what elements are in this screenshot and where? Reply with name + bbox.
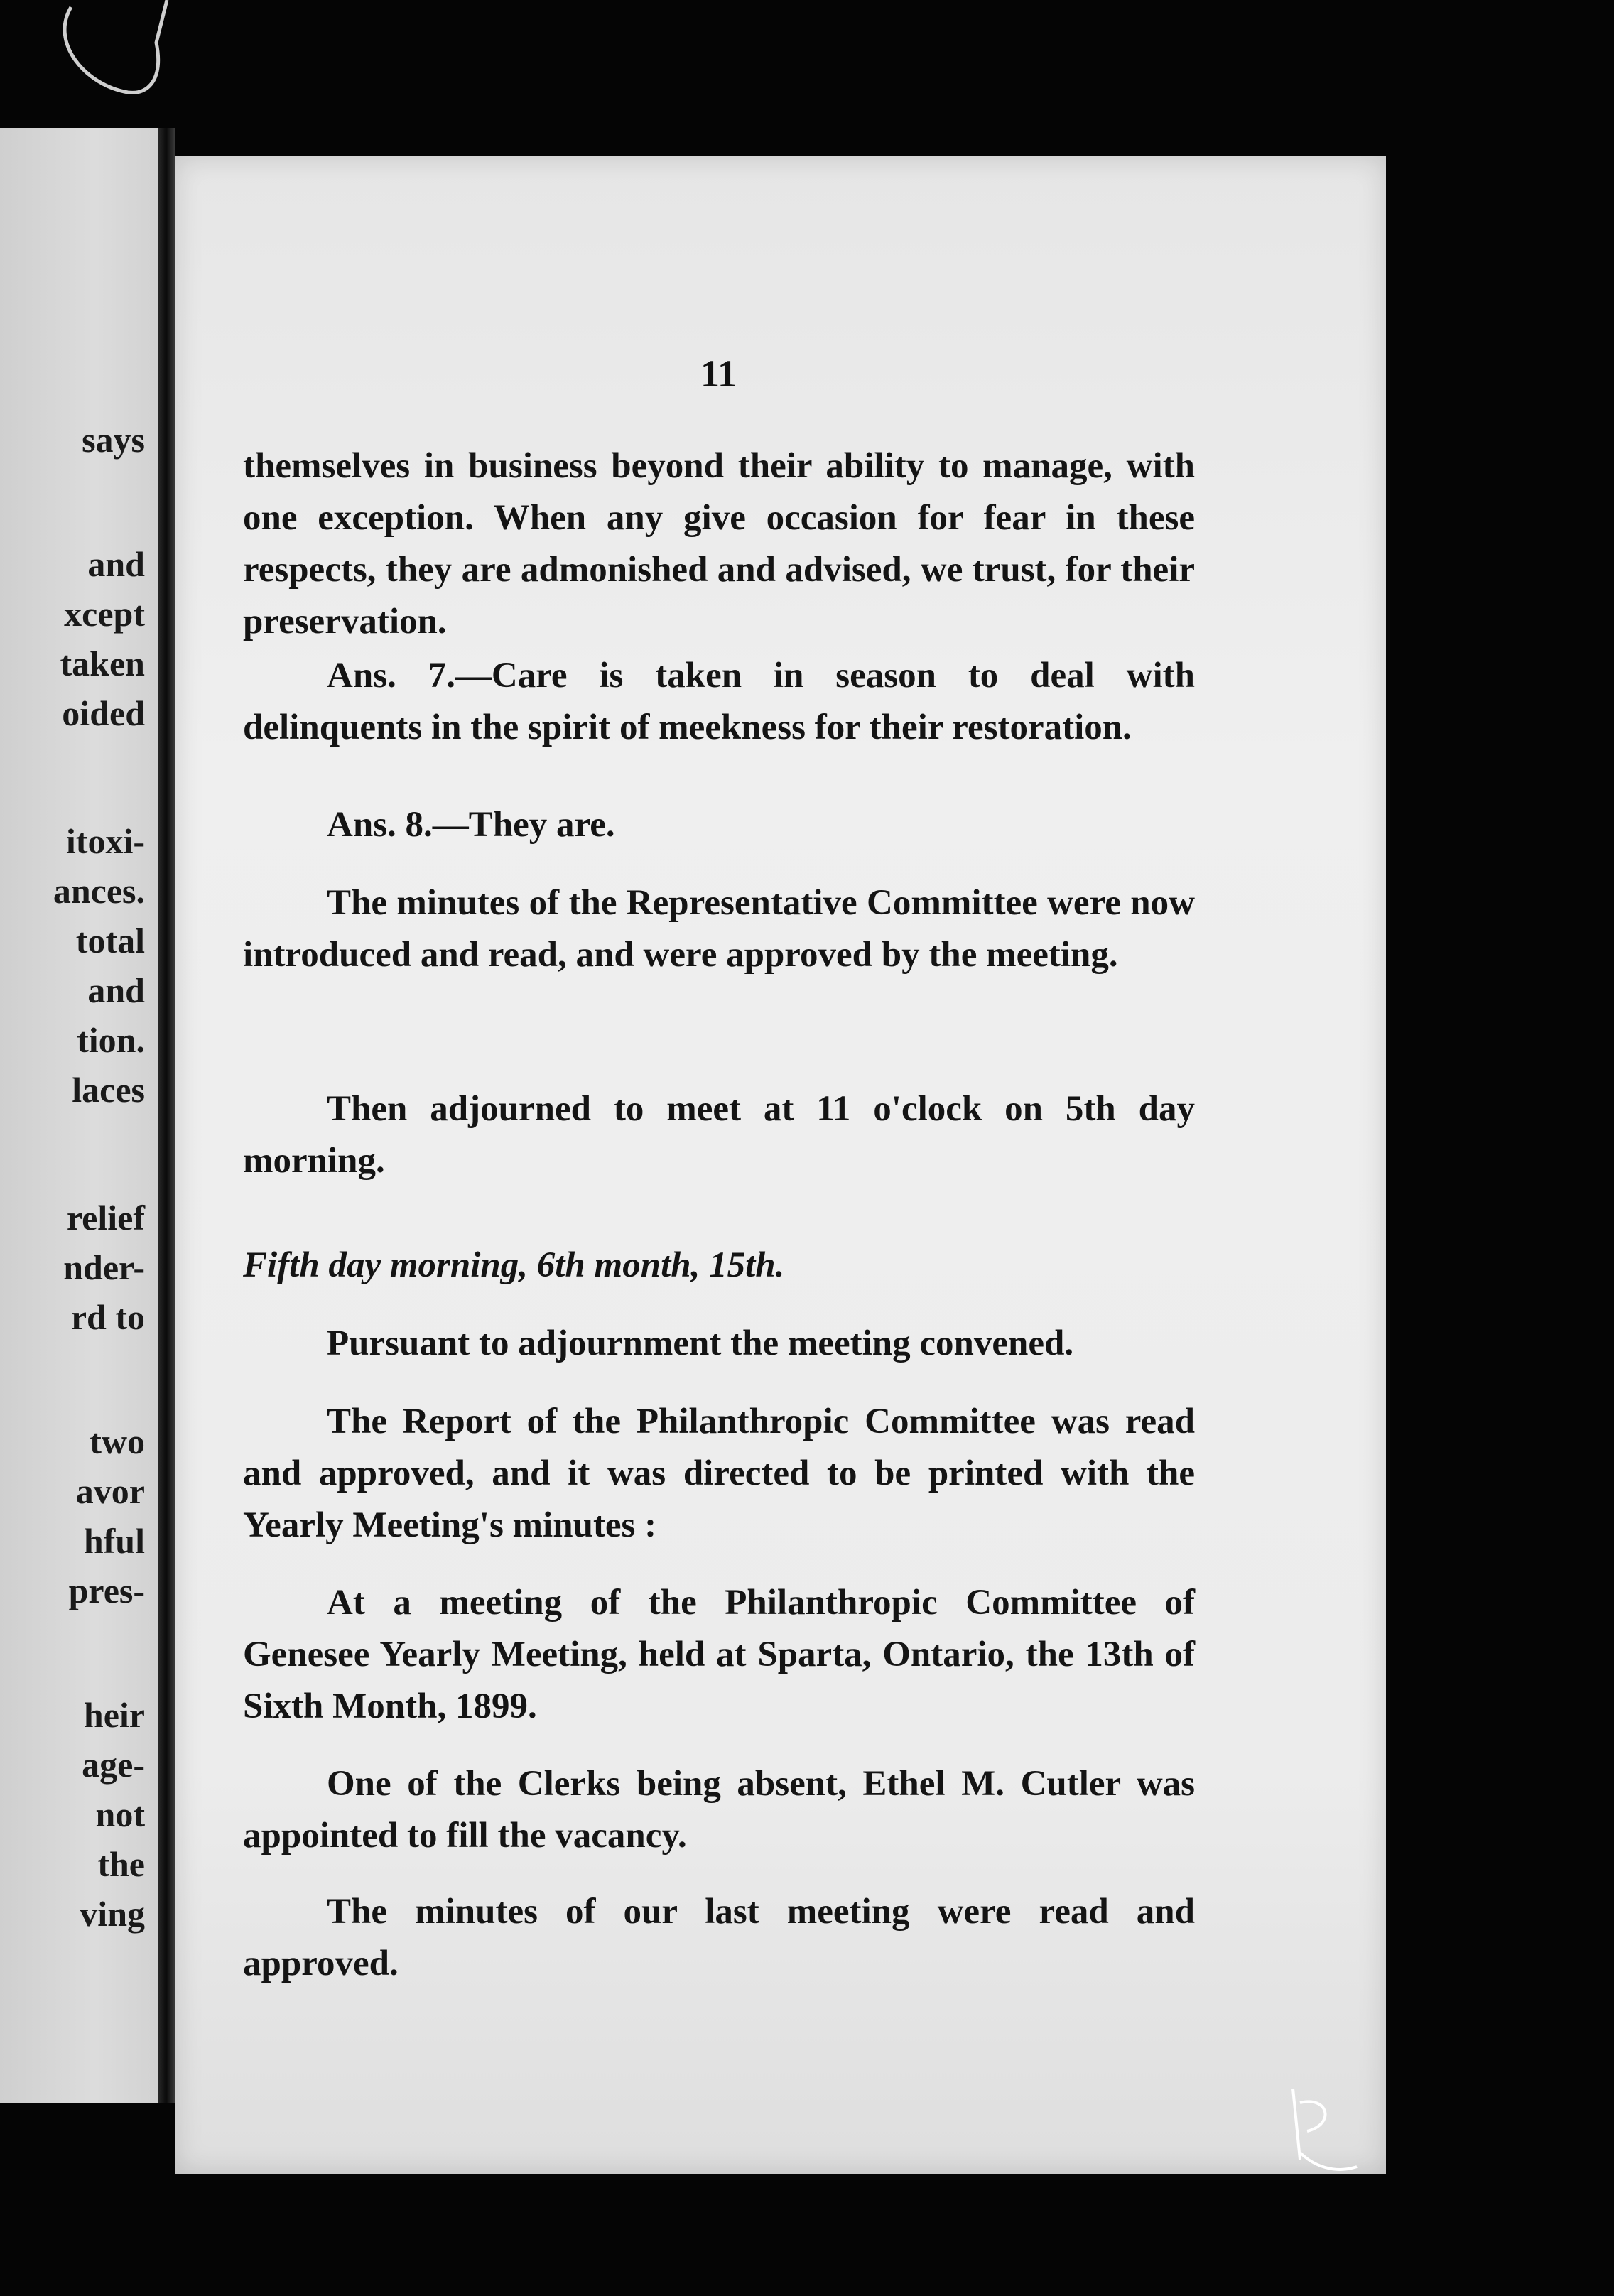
left-page-fragment: relief [66, 1198, 145, 1238]
paragraph [243, 877, 1195, 981]
left-page-fragment: oided [62, 693, 145, 733]
paragraph [243, 440, 1195, 648]
left-page-fragment: laces [72, 1070, 145, 1110]
paragraph-text: Ans. 7.—Care is taken in season to deal with delinquents in the spirit of meekness for their restoration. [243, 656, 1195, 747]
paragraph-text: Pursuant to adjournment the meeting convened. [327, 1323, 1074, 1363]
section-heading [243, 1240, 1195, 1292]
left-page-fragment: not [95, 1794, 145, 1834]
left-page-fragment: the [97, 1844, 145, 1884]
left-page-fragment: age- [82, 1745, 145, 1785]
paragraph [243, 650, 1195, 754]
paragraph-text: The minutes of our last meeting were read and approved. [243, 1892, 1195, 1983]
left-page-fragment: pres- [68, 1571, 145, 1610]
left-facing-page [0, 128, 158, 2103]
left-page-fragment: hful [83, 1521, 145, 1561]
left-page-fragment: itoxi- [65, 821, 145, 861]
paragraph [243, 1318, 1195, 1370]
left-page-fragment: total [75, 921, 145, 960]
left-page-fragment: says [82, 420, 145, 460]
left-page-fragment: heir [83, 1695, 145, 1735]
left-page-fragment: and [87, 970, 145, 1010]
paragraph [243, 1758, 1195, 1862]
left-page-fragment: two [90, 1422, 145, 1461]
pen-mark-icon [1264, 2074, 1364, 2181]
paragraph-text: themselves in business beyond their ability to manage, with one exception. When any give occasion for fear in these respects, they are admonished and advised, we trust, for their preservation. [243, 446, 1195, 641]
paragraph-text: Then adjourned to meet at 11 o'clock on 5th day morning. [243, 1089, 1195, 1181]
left-page-fragment: tion. [77, 1020, 145, 1060]
left-page-fragment: and [87, 544, 145, 584]
paragraph [243, 799, 1195, 851]
left-page-fragment: ving [80, 1894, 145, 1934]
paragraph-text: The minutes of the Representative Committee were now introduced and read, and were approved by the meeting. [243, 883, 1195, 975]
page-number: 11 [700, 352, 737, 395]
left-page-fragment: xcept [64, 594, 145, 634]
left-page-fragment: ances. [53, 871, 145, 911]
section-heading-text: Fifth day morning, 6th month, 15th. [243, 1245, 785, 1285]
left-page-fragment: nder- [63, 1247, 145, 1287]
book-page [175, 156, 1386, 2174]
book-gutter [158, 128, 175, 2103]
paragraph [243, 1886, 1195, 1990]
paragraph [243, 1577, 1195, 1733]
paragraph-text: The Report of the Philanthropic Committee was read and approved, and it was directed to be printed with the Yearly Meeting's minutes : [243, 1402, 1195, 1545]
paragraph-text: One of the Clerks being absent, Ethel M. Cutler was appointed to fill the vacancy. [243, 1764, 1195, 1856]
left-page-fragment: rd to [70, 1297, 145, 1337]
paragraph-text: Ans. 8.—They are. [327, 805, 615, 845]
pen-scribble-mark [43, 0, 185, 107]
left-page-fragment: taken [60, 644, 145, 683]
paragraph [243, 1083, 1195, 1187]
paragraph-text: At a meeting of the Philanthropic Committee of Genesee Yearly Meeting, held at Sparta, Ontario, the 13th of Sixth Month, 1899. [243, 1583, 1195, 1726]
left-page-fragment: avor [75, 1471, 145, 1511]
paragraph [243, 1396, 1195, 1552]
